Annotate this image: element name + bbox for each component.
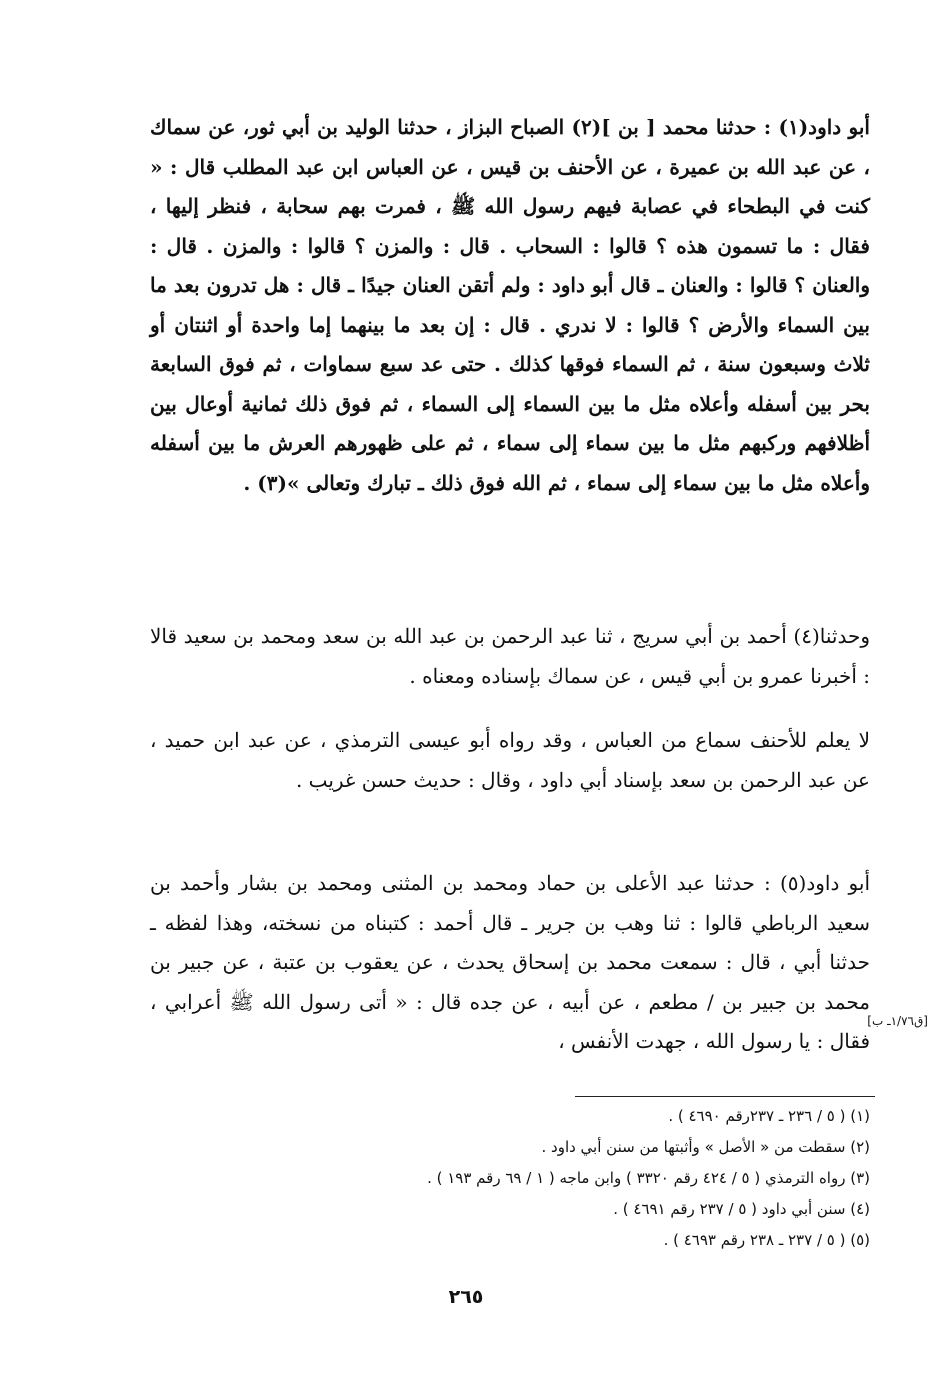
- hadith-paragraph-2: وحدثنا(٤) أحمد بن أبي سريج ، ثنا عبد الرحمن بن عبد الله بن سعد ومحمد بن سعيد قالا : أخبرنا عمرو بن أبي قيس ، عن سماك بإسناده ومعناه .: [150, 624, 870, 688]
- footnote-item: (٢) سقطت من « الأصل » وأثبتها من سنن أبي داود .: [541, 1138, 870, 1156]
- footnote-item: (٤) سنن أبي داود ( ٥ / ٢٣٧ رقم ٤٦٩١ ) .: [613, 1200, 870, 1218]
- hadith-paragraph-3: أبو داود(٥) : حدثنا عبد الأعلى بن حماد ومحمد بن المثنى ومحمد بن بشار وأحمد بن سعيد الرباطي قالوا : ثنا وهب بن جرير ـ قال أحمد : كتبناه من نسخته، وهذا لفظه ـ حدثنا أبي ، قال : سمعت محمد بن إسحاق يحدث ، عن يعقوب بن عتبة ، عن جبير بن محمد بن جبير بن / مطعم ، عن أبيه ، عن جده قال : « أتى رسول الله ﷺ أعرابي ، فقال : يا رسول الله ، جهدت الأنفس ،: [150, 871, 870, 1053]
- hadith-paragraph-1: أبو داود(١) : حدثنا محمد [ بن ](٢) الصباح البزاز ، حدثنا الوليد بن أبي ثور، عن سماك ، عن عبد الله بن عميرة ، عن الأحنف بن قيس ، عن العباس ابن عبد المطلب قال : « كنت في البطحاء في عصابة فيهم رسول الله ﷺ ، فمرت بهم سحابة ، فنظر إليها ، فقال : ما تسمون هذه ؟ قالوا : السحاب . قال : والمزن ؟ قالوا : والمزن . قال : والعنان ؟ قالوا : والعنان ـ قال أبو داود : ولم أتقن العنان جيدًا ـ قال : هل تدرون بعد ما بين السماء والأرض ؟ قالوا : لا ندري . قال : إن بعد ما بينهما إما واحدة أو اثنتان أو ثلاث وسبعون سنة ، ثم السماء فوقها كذلك . حتى عد سبع سماوات ، ثم فوق السابعة بحر بين أسفله وأعلاه مثل ما بين السماء إلى السماء ، ثم فوق ذلك ثمانية أوعال بين أظلافهم وركبهم مثل ما بين سماء إلى سماء ، ثم على ظهورهم العرش ما بين أسفله وأعلاه مثل ما بين سماء إلى سماء ، ثم الله فوق ذلك ـ تبارك وتعالى »(٣) .: [150, 115, 871, 495]
- footnote-item: (٥) ( ٥ / ٢٣٧ ـ ٢٣٨ رقم ٤٦٩٣ ) .: [663, 1231, 870, 1249]
- page-number: ٢٦٥: [448, 1286, 484, 1308]
- manuscript-folio-note: [ق١/٧٦ـ ب]: [867, 1014, 928, 1028]
- footnote-item: (٣) رواه الترمذي ( ٥ / ٤٢٤ رقم ٣٣٢٠ ) وابن ماجه ( ١ / ٦٩ رقم ١٩٣ ) .: [427, 1169, 870, 1187]
- footnote-divider: [575, 1096, 875, 1097]
- footnote-item: (١) ( ٥ / ٢٣٦ ـ ٢٣٧رقم ٤٦٩٠ ) .: [668, 1107, 870, 1125]
- commentary-paragraph: لا يعلم للأحنف سماع من العباس ، وقد رواه أبو عيسى الترمذي ، عن عبد ابن حميد ، عن عبد الرحمن بن سعد بإسناد أبي داود ، وقال : حديث حسن غريب .: [150, 728, 870, 792]
- footnotes-list: [150, 1101, 870, 1256]
